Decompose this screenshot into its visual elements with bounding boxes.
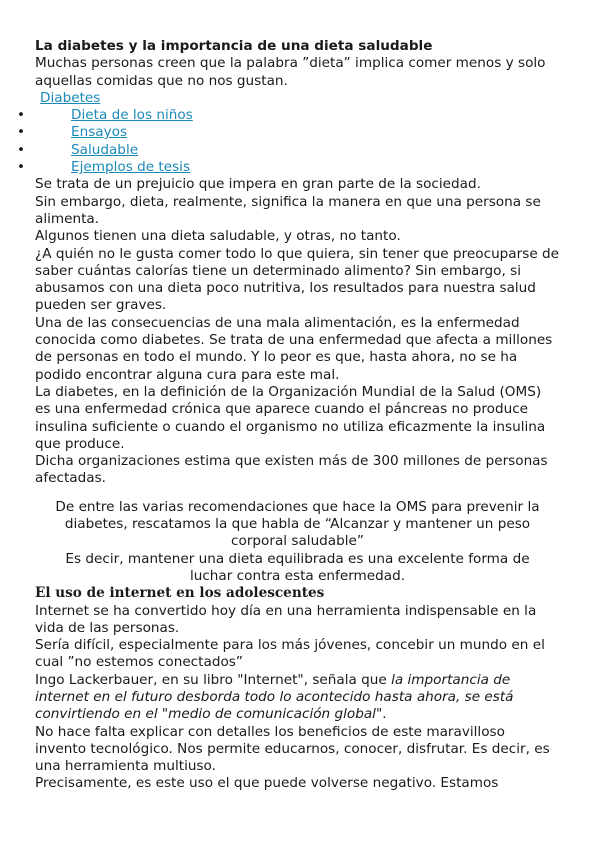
paragraph: No hace falta explicar con detalles los beneficios de este maravilloso invento tecnológico. Nos permite educarnos, conocer, disfrutar. Es decir, es una herramienta multiuso. xyxy=(35,723,550,775)
related-links-list xyxy=(35,107,560,176)
centered-paragraph: Es decir, mantener una dieta equilibrada es una excelente forma de luchar contra esta enfermedad. xyxy=(65,550,530,584)
quote-prefix: Ingo Lackerbauer, en su libro "Internet", señala que xyxy=(35,671,392,688)
paragraph: Sería difícil, especialmente para los más jóvenes, concebir un mundo en el cual ”no estemos conectados” xyxy=(35,637,545,671)
paragraph: Sin embargo, dieta, realmente, significa la manera en que una persona se alimenta. xyxy=(35,193,541,227)
list-item xyxy=(35,142,560,159)
paragraph: La diabetes, en la definición de la Organización Mundial de la Salud (OMS) es una enfermedad crónica que aparece cuando el páncreas no produce insulina suficiente o cuando el organismo no utiliza eficazmente la insulina que produce. xyxy=(35,383,546,452)
quote-suffix: . xyxy=(382,706,387,723)
centered-paragraph: De entre las varias recomendaciones que hace la OMS para prevenir la diabetes, rescatamos la que habla de “Alcanzar y mantener un peso corporal saludable” xyxy=(55,498,540,550)
document-body xyxy=(35,38,560,793)
quote-italic: la importancia de internet en el futuro desborda todo lo acontecido hasta ahora, se está convirtiendo en el "medio de comunicación global" xyxy=(35,671,514,723)
link-ejemplos-tesis[interactable]: Ejemplos de tesis xyxy=(71,159,191,176)
list-item xyxy=(35,107,560,124)
paragraph: ¿A quién no le gusta comer todo lo que quiera, sin tener que preocuparse de saber cuántas calorías tiene un determinado alimento? Sin embargo, si abusamos con una dieta poco nutritiva, los resultados para nuestra salud pueden ser graves. xyxy=(35,245,559,314)
paragraph: Dicha organizaciones estima que existen más de 300 millones de personas afectadas. xyxy=(35,453,548,487)
section-title: El uso de internet en los adolescentes xyxy=(35,585,325,602)
list-item xyxy=(35,159,560,176)
link-dieta-ninos[interactable]: Dieta de los niños xyxy=(71,107,193,124)
list-item xyxy=(35,124,560,141)
link-diabetes[interactable]: Diabetes xyxy=(40,89,101,106)
paragraph: Algunos tienen una dieta saludable, y otras, no tanto. xyxy=(35,228,401,245)
intro-paragraph: Muchas personas creen que la palabra ”dieta” implica comer menos y solo aquellas comidas que no nos gustan. xyxy=(35,55,546,89)
paragraph: Una de las consecuencias de una mala alimentación, es la enfermedad conocida como diabetes. Se trata de una enfermedad que afecta a millones de personas en todo el mundo. Y lo peor es que, hasta ahora, no se ha podido encontrar alguna cura para este mal. xyxy=(35,314,553,383)
link-saludable[interactable]: Saludable xyxy=(71,141,139,158)
document-title: La diabetes y la importancia de una dieta saludable xyxy=(35,38,433,54)
paragraph: Precisamente, es este uso el que puede volverse negativo. Estamos xyxy=(35,775,499,792)
quote-paragraph xyxy=(35,672,560,724)
paragraph: Se trata de un prejuicio que impera en gran parte de la sociedad. xyxy=(35,176,481,193)
paragraph: Internet se ha convertido hoy día en una herramienta indispensable en la vida de las personas. xyxy=(35,602,537,636)
link-ensayos[interactable]: Ensayos xyxy=(71,124,128,141)
spacer xyxy=(35,488,560,499)
